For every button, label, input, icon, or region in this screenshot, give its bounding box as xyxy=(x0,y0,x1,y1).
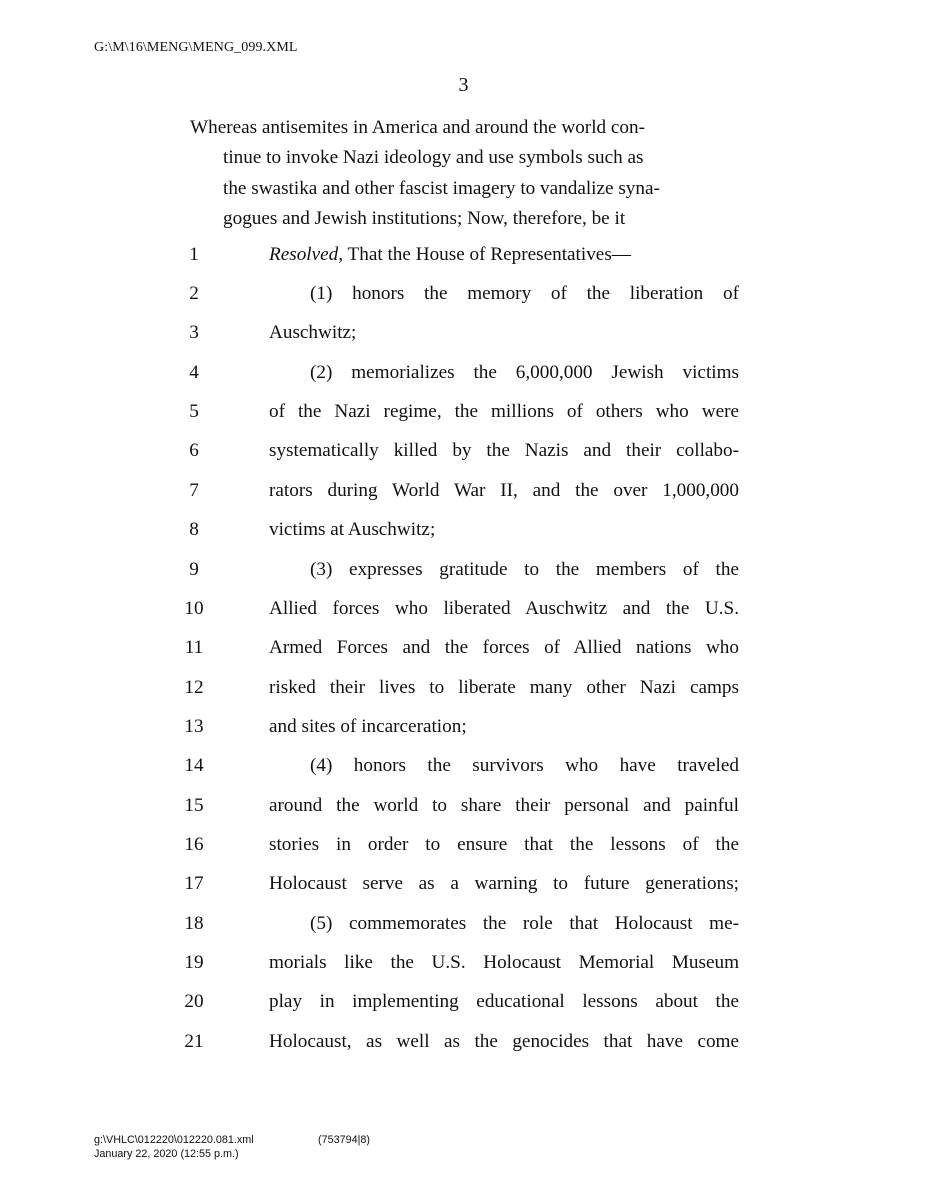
line-number: 16 xyxy=(184,834,204,855)
line-number: 20 xyxy=(184,991,204,1012)
resolution-line: (2) memorializes the 6,000,000 Jewish victims xyxy=(310,362,739,383)
resolution-line: stories in order to ensure that the lessons of the xyxy=(269,834,739,855)
line-number: 3 xyxy=(189,322,199,343)
resolution-line: Allied forces who liberated Auschwitz and the U.S. xyxy=(269,598,739,619)
line-number: 14 xyxy=(184,755,204,776)
line-number: 2 xyxy=(189,283,199,304)
resolution-line: play in implementing educational lessons about the xyxy=(269,991,739,1012)
resolution-line: systematically killed by the Nazis and their collabo- xyxy=(269,440,739,461)
line-number: 11 xyxy=(184,637,204,658)
line-number: 5 xyxy=(189,401,199,422)
resolution-line: and sites of incarceration; xyxy=(269,716,467,737)
whereas-line: tinue to invoke Nazi ideology and use symbols such as xyxy=(223,147,644,169)
line-number: 13 xyxy=(184,716,204,737)
resolution-line: around the world to share their personal and painful xyxy=(269,795,739,816)
resolved-line xyxy=(269,243,739,267)
line-number: 8 xyxy=(189,519,199,540)
footer xyxy=(94,1133,371,1161)
footer-path: g:\VHLC\012220\012220.081.xml xyxy=(94,1134,254,1146)
resolution-line: (5) commemorates the role that Holocaust me- xyxy=(310,913,739,934)
resolution-line: Auschwitz; xyxy=(269,322,357,343)
line-number: 7 xyxy=(189,480,199,501)
line-number: 9 xyxy=(189,559,199,580)
line-number: 15 xyxy=(184,795,204,816)
resolution-line: (4) honors the survivors who have traveled xyxy=(310,755,739,776)
resolved-italic: Resolved, xyxy=(269,244,344,265)
line-number: 18 xyxy=(184,913,204,934)
page-number: 3 xyxy=(458,74,469,96)
line-number: 17 xyxy=(184,873,204,894)
resolution-line: rators during World War II, and the over 1,000,000 xyxy=(269,480,739,501)
resolution-line: victims at Auschwitz; xyxy=(269,519,436,540)
resolution-line: Holocaust serve as a warning to future generations; xyxy=(269,873,739,894)
line-number: 21 xyxy=(184,1031,204,1052)
line-number: 12 xyxy=(184,677,204,698)
resolution-line: (3) expresses gratitude to the members of the xyxy=(310,559,739,580)
resolution-line: risked their lives to liberate many other Nazi camps xyxy=(269,677,739,698)
whereas-line: gogues and Jewish institutions; Now, therefore, be it xyxy=(223,207,626,229)
resolution-line: of the Nazi regime, the millions of others who were xyxy=(269,401,739,422)
line-number: 6 xyxy=(189,440,199,461)
resolution-line: Holocaust, as well as the genocides that have come xyxy=(269,1031,739,1052)
footer-timestamp: January 22, 2020 (12:55 p.m.) xyxy=(94,1148,239,1160)
line-number: 4 xyxy=(189,362,199,383)
header-file-path: G:\M\16\MENG\MENG_099.XML xyxy=(94,40,298,55)
resolution-line: (1) honors the memory of the liberation of xyxy=(310,283,739,304)
whereas-line: Whereas antisemites in America and around the world con- xyxy=(190,117,646,138)
line-number: 1 xyxy=(189,244,199,265)
resolved-text: That the House of Representatives— xyxy=(343,244,631,265)
whereas-clause xyxy=(190,113,742,234)
line-number: 19 xyxy=(184,952,204,973)
whereas-line: the swastika and other fascist imagery to vandalize syna- xyxy=(223,177,660,199)
resolution-line: Armed Forces and the forces of Allied nations who xyxy=(269,637,739,658)
line-number: 10 xyxy=(184,598,204,619)
footer-code: (753794|8) xyxy=(318,1134,371,1146)
resolution-line: morials like the U.S. Holocaust Memorial Museum xyxy=(269,952,739,973)
